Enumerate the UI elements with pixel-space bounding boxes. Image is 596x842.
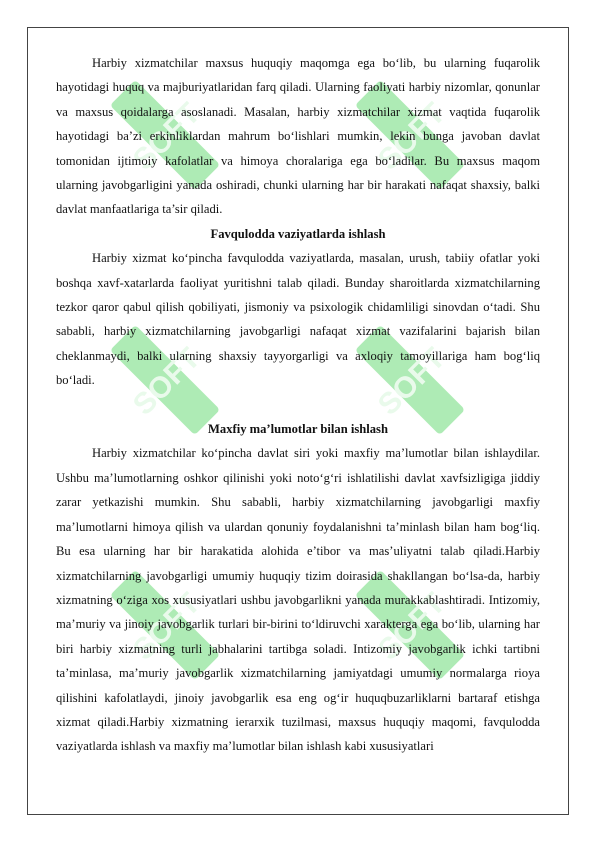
svg-text:SOFT: SOFT xyxy=(126,586,207,667)
svg-text:SOFT: SOFT xyxy=(371,586,452,667)
svg-text:SOFT: SOFT xyxy=(126,341,207,422)
document-body xyxy=(56,51,540,759)
svg-text:SOFT: SOFT xyxy=(371,96,452,177)
paragraph-emergency-work: Harbiy xizmat ko‘pincha favqulodda vaziyatlarda, masalan, urush, tabiiy ofatlar yoki boshqa xavf-xatarlarda faoliyat yuritishni talab qiladi. Bunday sharoitlarda xizmatchilarning tezkor qaror qabul qilish qobiliyati, jismoniy va psixologik chidamliligi sinovdan o‘tadi. Shu sababli, harbiy xizmatchilarning javobgarligi nafaqat xizmat vazifalarini bajarish bilan cheklanmaydi, balki ularning shaxsiy tayyorgarligi va axloqiy tamoyillariga ham bog‘liq bo‘ladi. xyxy=(56,251,540,388)
heading-emergency-work: Favqulodda vaziyatlarda ishlash xyxy=(210,226,386,241)
blank-line xyxy=(56,393,540,417)
paragraph-classified-info: Harbiy xizmatchilar ko‘pincha davlat siri yoki maxfiy ma’lumotlar bilan ishlaydilar. Ushbu ma’lumotlarning oshkor qilinishi yoki noto‘g‘ri ishlatilishi davlat xavfsizligiga jiddiy zarar yetkazishi mumkin. Shu sababli, harbiy xizmatchilarning javobgarligi maxfiy ma’lumotlarni himoya qilish va ulardan qonuniy foydalanishni ta’minlash bilan ham bog‘liq. Bu esa ularning har bir harakatida alohida e’tibor va mas’uliyatni talab qiladi.Harbiy xizmatchilarning javobgarligi umumiy huquqiy tizim doirasida shakllangan bo‘lsa-da, harbiy xizmatning o‘ziga xos xususiyatlari ushbu javobgarlikni yanada murakkablashtiradi. Intizomiy, ma’muriy va jinoiy javobgarlik turlari bir-birini to‘ldiruvchi xarakterga ega bo‘lib, ularning har biri harbiy xizmatning turli jabhalarini tartibga soladi. Intizomiy javobgarlik ichki tartibni ta’minlasa, ma’muriy javobgarlik xizmatchilarning jamiyatdagi umumiy normalarga rioya qilishini kafolatlaydi, jinoiy javobgarlik esa eng og‘ir huquqbuzarliklarni bartaraf etishga xizmat qiladi.Harbiy xizmatning ierarxik tuzilmasi, maxsus huquqiy maqomi, favqulodda vaziyatlarda ishlash va maxfiy ma’lumotlar bilan ishlash kabi xususiyatlari xyxy=(56,446,540,754)
heading-classified-info: Maxfiy ma’lumotlar bilan ishlash xyxy=(208,422,388,437)
paragraph-military-status: Harbiy xizmatchilar maxsus huquqiy maqomga ega bo‘lib, bu ularning fuqarolik hayotidagi huquq va majburiyatlaridan farq qiladi. Ularning faoliyati harbiy nizomlar, qonunlar va maxsus qoidalarga asoslanadi. Masalan, harbiy xizmatchilar xizmat vaqtida fuqarolik hayotidagi ba’zi erkinliklardan mahrum bo‘lishlari mumkin, lekin bunga javoban davlat tomonidan ijtimoiy kafolatlar va himoya choralariga ega bo‘ladilar. Bu maxsus maqom ularning javobgarligini yanada oshiradi, chunki ularning har bir harakati nafaqat shaxsiy, balki davlat manfaatlariga ta’sir qiladi. xyxy=(56,56,540,217)
svg-text:SOFT: SOFT xyxy=(371,341,452,422)
svg-text:SOFT: SOFT xyxy=(126,96,207,177)
